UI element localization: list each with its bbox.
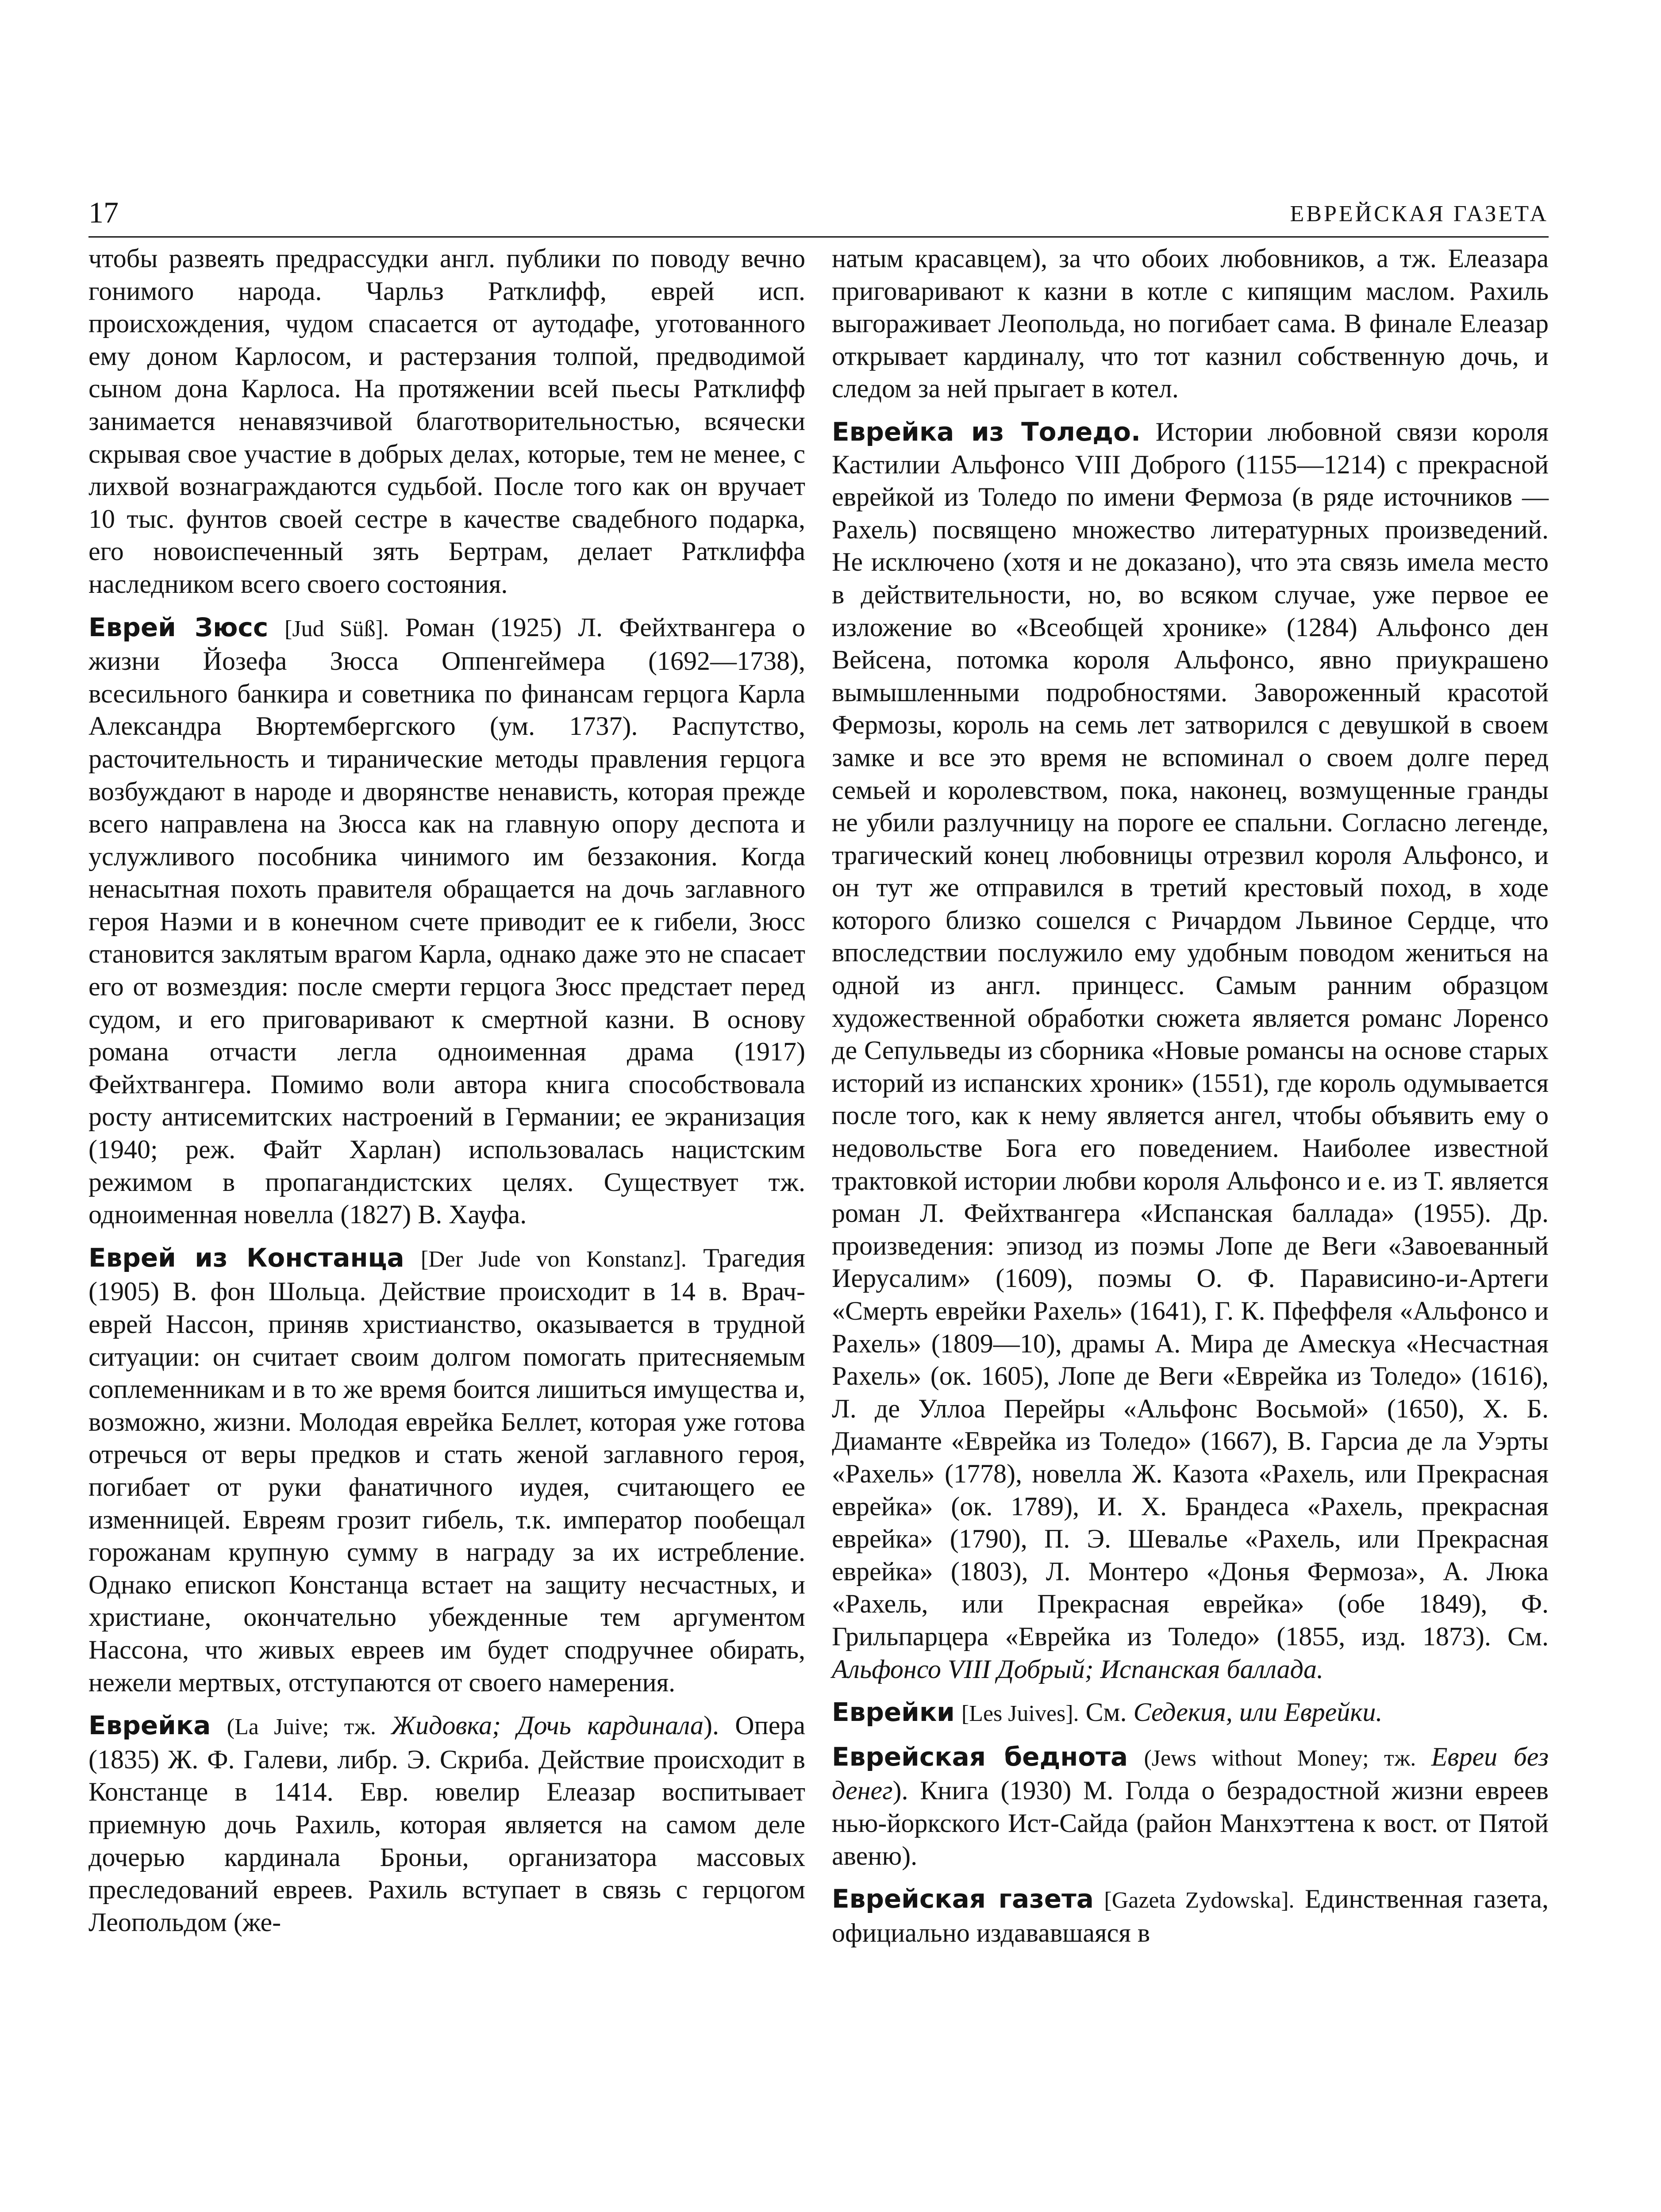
entry-see-also: Альфонсо VIII Добрый; Испанская баллада.: [832, 1654, 1323, 1684]
entry-original-title: [Gazeta Zydowska].: [1104, 1888, 1295, 1913]
left-column: [88, 242, 805, 1949]
entry-original-close: ).: [892, 1776, 908, 1805]
entry-original-title: [Jud Süß].: [285, 616, 389, 641]
entry-headword: Еврейская беднота: [832, 1741, 1128, 1772]
entry-headword: Еврейка: [88, 1710, 211, 1741]
entry-see-also: Седекия, или Еврейки.: [1133, 1697, 1383, 1727]
entry-evreika-iz-toledo: [832, 416, 1549, 1686]
entry-headword: Еврейская газета: [832, 1884, 1094, 1914]
entry-body: Единственная газета, официально издававшаяся в: [832, 1884, 1549, 1947]
entry-body: Трагедия (1905) В. фон Шольца. Действие происходит в 14 в. Врач-еврей Нассон, приняв христианство, оказывается в трудной ситуации: он считает своим долгом помогать притесняемым соплеменникам и в то же время боится лишиться имущества и, возможно, жизни. Молодая еврейка Беллет, которая уже готова отречься от веры предков и стать женой заглавного героя, погибает от руки фанатичного иудея, считающего ее изменницей. Евреям грозит гибель, т.к. император пообещал горожанам крупную сумму в награду за их истребление. Однако епископ Констанца встает на защиту несчастных, и христиане, окончательно убежденные тем аргументом Нассона, что живых евреев им будет сподручнее обирать, нежели мертвых, отступаются от своего намерения.: [88, 1243, 806, 1697]
entry-evreiskaya-bednota: [832, 1741, 1549, 1872]
continuation-text: натым красавцем), за что обоих любовников, а тж. Елеазара приговаривают к казни в котле с кипящим маслом. Рахиль выгораживает Леопольда, но погибает сама. В финале Елеазар открывает кардиналу, что тот казнил собственную дочь, и следом за ней прыгает в котел.: [832, 244, 1549, 403]
entry-headword: Еврей из Констанца: [88, 1242, 404, 1273]
entry-body: Книга (1930) М. Голда о безрадостной жизни евреев нью-йоркского Ист-Сайда (район Манхэттена к вост. от Пятой авеню).: [832, 1776, 1549, 1870]
entry-body: Роман (1925) Л. Фейхтвангера о жизни Йозефа Зюсса Оппенгеймера (1692—1738), всесильного банкира и советника по финансам герцога Карла Александра Вюртембергского (ум. 1737). Распутство, расточительность и тиранические методы правления герцога возбуждают в народе и дворянстве ненависть, которая прежде всего направлена на Зюсса как на главную опору деспота и услужливого пособника чинимого им беззакония. Когда ненасытная похоть правителя обращается на дочь заглавного героя Наэми и в конечном счете приводит ее к гибели, Зюсс становится заклятым врагом Карла, однако даже это не спасает его от возмездия: после смерти герцога Зюсс предстает перед судом, и его приговаривают к смертной казни. В основу романа отчасти легла одноименная драма (1917) Фейхтвангера. Помимо воли автора книга способствовала росту антисемитских настроений в Германии; ее экранизация (1940; реж. Файт Харлан) использовалась нацистским режимом в пропагандистских целях. Существует тж. одноименная новелла (1827) В. Хауфа.: [88, 612, 805, 1229]
entry-body: Опера (1835) Ж. Ф. Галеви, либр. Э. Скриба. Действие происходит в Констанце в 1414. Евр. ювелир Елеазар воспитывает приемную дочь Рахиль, которая является на самом деле дочерью кардинала Броньи, организатора массовых преследований евреев. Рахиль вступает в связь с герцогом Леопольдом (же-: [88, 1711, 805, 1937]
header-rule: [88, 236, 1549, 238]
entry-evreiskaya-gazeta: [832, 1883, 1549, 1949]
entry-original-title: [Les Juives].: [961, 1701, 1079, 1727]
right-column: [832, 242, 1549, 1960]
entry-headword: Еврейка из Толедо.: [832, 416, 1141, 447]
entry-evrei-iz-konstantsa: [88, 1242, 805, 1699]
entry-original-title: (Jews without Money; тж.: [1144, 1745, 1431, 1771]
page-number: 17: [88, 196, 119, 229]
entry-continuation: [88, 242, 805, 601]
running-head-title: ЕВРЕЙСКАЯ ГАЗЕТА: [1290, 201, 1549, 227]
entry-body: См.: [1079, 1697, 1134, 1727]
entry-original-title: (La Juive; тж.: [227, 1714, 392, 1740]
entry-headword: Еврей Зюсс: [88, 612, 269, 642]
entry-alt-titles: Евреи без денег: [832, 1742, 1549, 1805]
entry-original-close: ).: [704, 1711, 719, 1740]
entry-headword: Еврейки: [832, 1697, 955, 1728]
entry-alt-titles: Жидовка; Дочь кардинала: [391, 1711, 704, 1740]
entry-evreika: [88, 1709, 805, 1939]
running-head: [88, 194, 1549, 234]
entry-body: Истории любовной связи короля Кастилии Альфонсо VIII Доброго (1155—1214) с прекрасной еврейкой из Толедо по имени Фермоза (в ряде источников — Рахель) посвящено множество литературных произведений. Не исключено (хотя и не доказано), что эта связь имела место в действительности, но, во всяком случае, уже первое ее изложение во «Всеобщей хронике» (1284) Альфонсо ден Вейсена, потомка короля Альфонсо, явно приукрашено вымышленными подробностями. Завороженный красотой Фермозы, король на семь лет затворился с девушкой в своем замке и все это время не вспоминал о своем долге перед семьей и королевством, пока, наконец, возмущенные гранды не убили разлучницу на пороге ее спальни. Согласно легенде, трагический конец любовницы отрезвил короля Альфонсо, и он тут же отправился в третий крестовый поход, в ходе которого близко сошелся с Ричардом Львиное Сердце, что впоследствии послужило ему удобным поводом жениться на одной из англ. принцесс. Самым ранним образцом художественной обработки сюжета является романс Лоренсо де Сепульведы из сборника «Новые романсы на основе старых историй из испанских хроник» (1551), где король одумывается после того, как к нему является ангел, чтобы объявить ему о недовольстве Бога его поведением. Наиболее известной трактовкой истории любви короля Альфонсо и е. из Т. является роман Л. Фейхтвангера «Испанская баллада» (1955). Др. произведения: эпизод из поэмы Лопе де Веги «Завоеванный Иерусалим» (1609), поэмы О. Ф. Парависино-и-Артеги «Смерть еврейки Рахель» (1641), Г. К. Пфеффеля «Альфонсо и Рахель» (1809—10), драмы А. Мира де Амескуа «Несчастная Рахель» (ок. 1605), Лопе де Веги «Еврейка из Толедо» (1616), Л. де Уллоа Перейры «Альфонс Восьмой» (1650), Х. Б. Диаманте «Еврейка из Толедо» (1667), В. Гарсиа де ла Уэрты «Рахель» (1778), новелла Ж. Казота «Рахель, или Прекрасная еврейка» (ок. 1789), И. Х. Брандеса «Рахель, прекрасная еврейка» (1790), П. Э. Шевалье «Рахель, или Прекрасная еврейка» (1803), Л. Монтеро «Донья Фермоза», А. Люка «Рахель, или Прекрасная еврейка» (обе 1849), Ф. Грильпарцера «Еврейка из Толедо» (1855, изд. 1873). См.: [832, 417, 1549, 1651]
entry-continuation: [832, 242, 1549, 405]
continuation-text: чтобы развеять предрассудки англ. публики по поводу вечно гонимого народа. Чарльз Ратклифф, еврей исп. происхождения, чудом спасается от аутодафе, уготованного ему доном Карлосом, и растерзания толпой, предводимой сыном дона Карлоса. На протяжении всей пьесы Ратклифф занимается ненавязчивой благотворительностью, всячески скрывая свое участие в добрых делах, которые, тем не менее, с лихвой вознаграждаются судьбой. После того как он вручает 10 тыс. фунтов своей сестре в качестве свадебного подарка, его новоиспеченный зять Бертрам, делает Ратклиффа наследником всего своего состояния.: [88, 244, 805, 599]
entry-evreiki: [832, 1696, 1549, 1730]
entry-original-title: [Der Jude von Konstanz].: [420, 1246, 687, 1272]
entry-evrei-zyuss: [88, 611, 805, 1231]
